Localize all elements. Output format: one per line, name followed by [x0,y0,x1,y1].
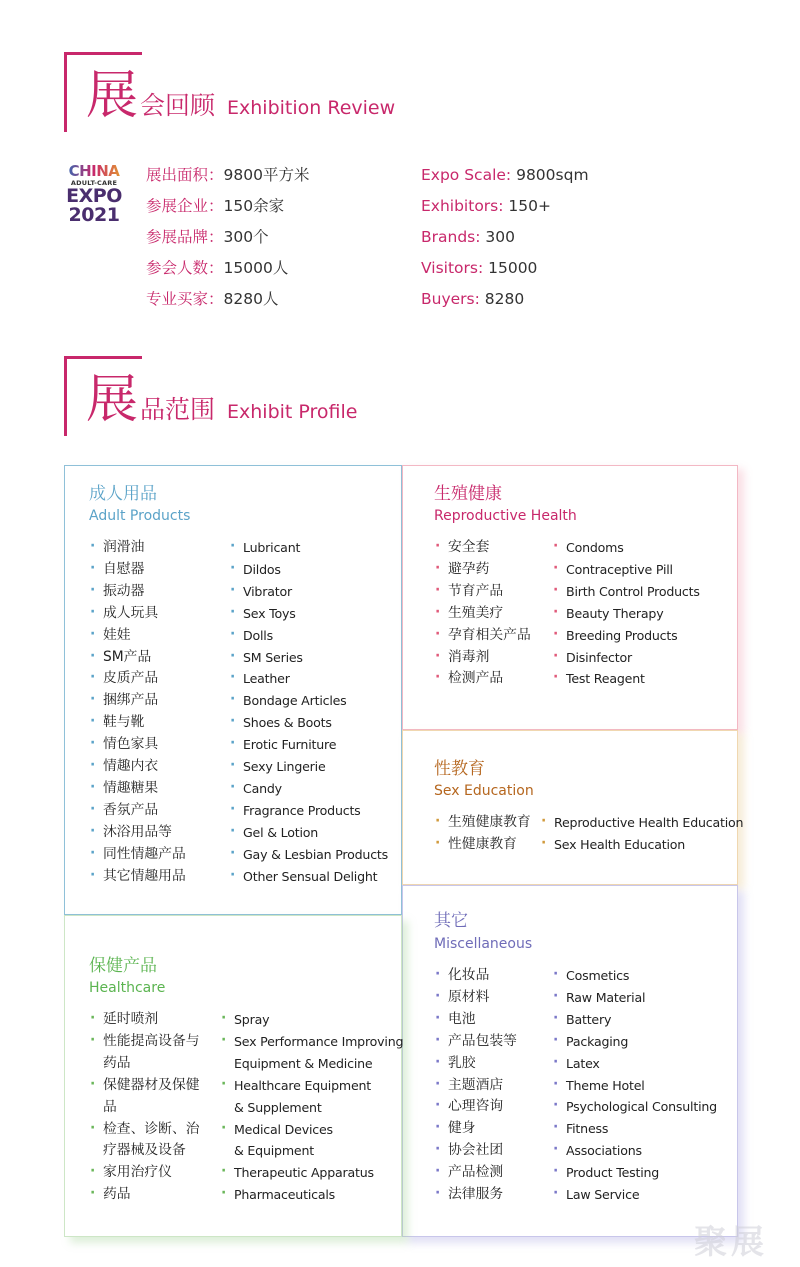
list-item: · Sexy Lingerie [229,756,388,778]
list-item: · 娃娃 [89,625,186,647]
list-item-line: 药品 [103,1186,131,1203]
list-item: · Shoes & Boots [229,712,388,734]
list-item: · Candy [229,778,388,800]
list-item: · 香氛产品 [89,800,186,822]
list-item-line: Sex Performance Improving [234,1033,404,1049]
list-item: · 检测产品 [434,668,531,690]
list-item: · 节育产品 [434,581,531,603]
stat-value: 150+ [508,197,551,215]
list-item [220,1119,403,1163]
list-item: · 沐浴用品等 [89,822,186,844]
list-item: · Associations [552,1140,717,1162]
list-item: · Test Reagent [552,668,700,690]
review-title [140,90,395,124]
category-reproductive-health [402,465,738,730]
logo-adult-care: ADULT-CARE [70,179,118,187]
list-item [89,1184,200,1206]
watermark: 聚展 [694,1222,768,1261]
list-item: · Lubricant [229,537,388,559]
review-title-big-char: 展 [86,66,139,126]
list-item: · 振动器 [89,581,186,603]
list-item: · 健身 [434,1118,517,1140]
item-list-en [552,965,717,1206]
list-item: · 产品包装等 [434,1031,517,1053]
review-title-en: Exhibition Review [227,97,396,119]
item-list-en [229,537,388,888]
stat-label: 参展品牌： [146,228,224,246]
category-title-cn: 成人用品 [89,484,157,504]
list-item: · 生殖美疗 [434,603,531,625]
list-item [220,1031,403,1075]
stat-value: 15000 [488,259,538,277]
list-item: · Vibrator [229,581,388,603]
list-item-line: 家用治疗仪 [103,1164,172,1181]
list-item: · Beauty Therapy [552,603,700,625]
list-item: · Cosmetics [552,965,717,987]
list-item [220,1184,403,1206]
profile-title [140,394,358,428]
stat-row [146,194,309,225]
list-item: · 性健康教育 [434,834,531,856]
list-item: · 乳胶 [434,1053,517,1075]
stats-english [421,163,589,318]
list-item: · 润滑油 [89,537,186,559]
list-item-line: Equipment & Medicine [234,1055,373,1071]
category-miscellaneous [402,885,738,1237]
list-item: · 生殖健康教育 [434,812,531,834]
list-item [89,1075,200,1119]
list-item [89,1031,200,1075]
list-item: · Other Sensual Delight [229,866,388,888]
list-item: · Raw Material [552,987,717,1009]
list-item: · Gel & Lotion [229,822,388,844]
stat-row [421,163,589,194]
stats-chinese [146,163,309,318]
list-item: · 主题酒店 [434,1075,517,1097]
list-item-line: Pharmaceuticals [234,1187,336,1203]
list-item-line: 保健器材及保健 [103,1076,200,1093]
stat-value: 9800sqm [516,166,589,184]
category-title-cn: 其它 [434,911,468,931]
list-item: · Contraceptive Pill [552,559,700,581]
list-item [89,1162,200,1184]
list-item-line: & Equipment [234,1143,314,1159]
stat-row [421,194,589,225]
stat-value: 8280人 [223,290,279,308]
list-item: · Law Service [552,1184,717,1206]
stat-value: 150余家 [223,197,285,215]
list-item-line: 延时喷剂 [103,1011,159,1027]
list-item: · Psychological Consulting [552,1096,717,1118]
list-item [220,1075,403,1119]
list-item: · 电池 [434,1009,517,1031]
list-item: · 情趣糖果 [89,778,186,800]
list-item-line: 品 [103,1098,117,1115]
list-item: · 自慰器 [89,559,186,581]
list-item-line: Therapeutic Apparatus [234,1165,374,1181]
category-title-cn: 性教育 [434,759,485,779]
stat-label: 专业买家： [146,290,224,308]
list-item: · Reproductive Health Education [540,812,743,834]
list-item: · Disinfector [552,647,700,669]
list-item-line: 检查、诊断、治 [103,1120,200,1137]
list-item: · 心理咨询 [434,1096,517,1118]
list-item: · SM产品 [89,647,186,669]
list-item: · Fragrance Products [229,800,388,822]
item-list-cn [434,965,517,1206]
profile-section-title [64,356,464,436]
review-section-title [64,52,464,132]
stat-label: Expo Scale: [421,166,517,184]
list-item-line: 疗器械及设备 [103,1142,186,1159]
list-item: · Product Testing [552,1162,717,1184]
stat-label: 展出面积： [146,166,224,184]
list-item: · 消毒剂 [434,647,531,669]
item-list-cn [89,537,186,888]
list-item [220,1162,403,1184]
list-item: · Birth Control Products [552,581,700,603]
stat-row [421,256,589,287]
stat-value: 300个 [223,228,269,246]
stat-row [146,163,309,194]
stat-value: 15000人 [223,259,289,277]
list-item: · Gay & Lesbian Products [229,844,388,866]
stat-row [146,256,309,287]
list-item: · Sex Health Education [540,834,743,856]
stat-value: 9800平方米 [223,166,310,184]
list-item: · Condoms [552,537,700,559]
list-item: · 协会社团 [434,1140,517,1162]
list-item: · 孕育相关产品 [434,625,531,647]
profile-title-big-char: 展 [86,370,139,430]
list-item: · 皮质产品 [89,668,186,690]
list-item: · 原材料 [434,987,517,1009]
category-title-cn: 生殖健康 [434,484,502,504]
list-item: · Packaging [552,1031,717,1053]
stat-label: 参展企业： [146,197,224,215]
stat-row [146,225,309,256]
item-list-cn [89,1009,200,1206]
stat-row [146,287,309,318]
list-item-line: Healthcare Equipment [234,1077,372,1093]
stat-row [421,287,589,318]
stat-row [421,225,589,256]
list-item [89,1119,200,1163]
list-item: · Breeding Products [552,625,700,647]
stat-value: 300 [485,228,515,246]
category-title-cn: 保健产品 [89,956,157,976]
list-item: · Latex [552,1053,717,1075]
list-item: · 化妆品 [434,965,517,987]
item-list-en [220,1009,403,1206]
item-list-cn [434,537,531,690]
list-item: · 情趣内衣 [89,756,186,778]
category-title-en: Healthcare [89,980,166,996]
list-item: · Sex Toys [229,603,388,625]
expo-logo [64,163,124,227]
list-item: · 其它情趣用品 [89,866,186,888]
list-item: · 法律服务 [434,1184,517,1206]
category-title-en: Adult Products [89,508,191,524]
list-item: · SM Series [229,647,388,669]
logo-expo: EXPO [66,185,122,207]
list-item: · Dolls [229,625,388,647]
list-item [220,1009,403,1031]
list-item: · 成人玩具 [89,603,186,625]
item-list-en [540,812,743,856]
stat-value: 8280 [484,290,525,308]
list-item-line: 药品 [103,1054,131,1071]
list-item-line: Spray [234,1012,270,1027]
logo-year: 2021 [68,204,120,226]
list-item-line: & Supplement [234,1099,322,1115]
item-list-cn [434,812,531,856]
list-item: · 避孕药 [434,559,531,581]
list-item: · 同性情趣产品 [89,844,186,866]
category-title-en: Sex Education [434,783,534,799]
list-item: · 捆绑产品 [89,690,186,712]
list-item: · 鞋与靴 [89,712,186,734]
stat-label: Visitors: [421,259,489,277]
category-title-en: Miscellaneous [434,936,533,952]
list-item [89,1009,200,1031]
list-item: · 情色家具 [89,734,186,756]
category-title-en: Reproductive Health [434,508,577,524]
item-list-en [552,537,700,690]
list-item: · Dildos [229,559,388,581]
logo-china: CHINA [64,163,124,179]
list-item: · Erotic Furniture [229,734,388,756]
list-item: · Leather [229,668,388,690]
list-item: · Fitness [552,1118,717,1140]
list-item: · 产品检测 [434,1162,517,1184]
category-healthcare [64,915,402,1237]
list-item: · 安全套 [434,537,531,559]
stat-label: Brands: [421,228,486,246]
stat-label: 参会人数： [146,259,224,277]
stat-label: Exhibitors: [421,197,509,215]
list-item: · Theme Hotel [552,1075,717,1097]
profile-title-cn: 品范围 [140,395,216,424]
list-item: · Bondage Articles [229,690,388,712]
stat-label: Buyers: [421,290,485,308]
list-item-line: 性能提高设备与 [103,1032,200,1049]
list-item-line: Medical Devices [234,1121,333,1137]
list-item: · Battery [552,1009,717,1031]
category-adult-products [64,465,402,915]
review-title-cn: 会回顾 [140,91,216,120]
profile-title-en: Exhibit Profile [227,401,358,423]
category-sex-education [402,730,744,885]
